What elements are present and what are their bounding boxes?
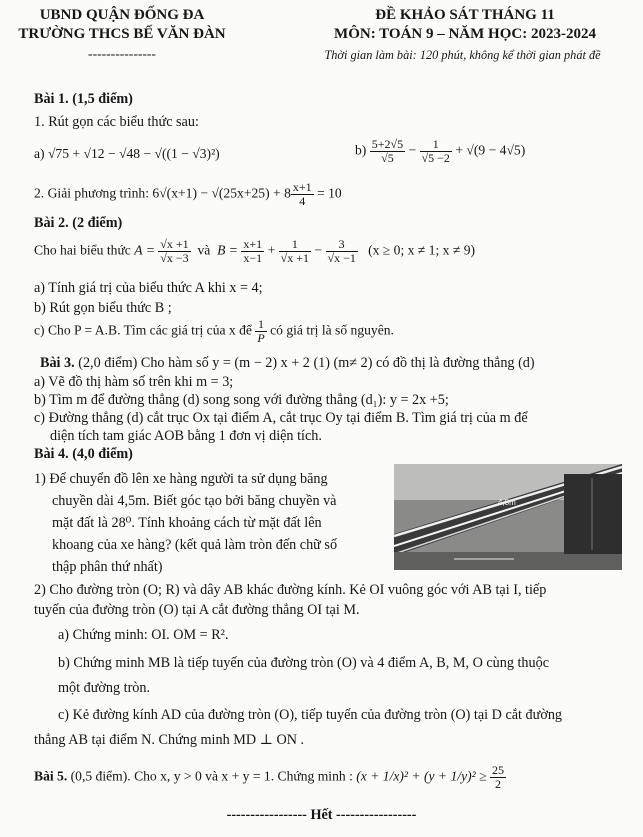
bai3-c2: diện tích tam giác AOB bằng 1 đơn vị diện tích. — [50, 428, 322, 444]
A-lhs: A = — [134, 242, 155, 258]
figure-length-label: 4,5m — [498, 498, 516, 507]
bai4-p2-line2: tuyến của đường tròn (O) tại A cắt đường thẳng OI tại M. — [34, 602, 360, 618]
frac-denominator: √x −3 — [160, 251, 189, 265]
bai4-c2: thẳng AB tại điểm N. Chứng minh MD ⊥ ON . — [34, 732, 305, 748]
bai2-c-pre: c) Cho P = A.B. Tìm các giá trị của x để — [34, 322, 252, 338]
bai4-b2: một đường tròn. — [58, 680, 151, 696]
frac-numerator: 3 — [326, 238, 358, 252]
bai3-line1 — [40, 354, 535, 372]
B-frac2 — [279, 238, 311, 265]
plus-sign: + — [267, 242, 276, 258]
bai1-q2-left: 6√(x+1) − √(25x+25) + 8 — [152, 185, 291, 201]
bai3-c1: c) Đường thẳng (d) cắt trục Ox tại điểm A, cắt trục Oy tại điểm B. Tìm giá trị của m để — [34, 410, 528, 426]
frac-numerator: 1 — [255, 318, 266, 332]
bai2-condition: (x ≥ 0; x ≠ 1; x ≠ 9) — [368, 242, 476, 258]
and-text: và — [197, 242, 211, 258]
bai1-q2-frac — [291, 181, 314, 208]
bai1-b-frac2 — [420, 138, 452, 165]
bai1-a — [34, 145, 220, 162]
frac-denominator: √5 — [381, 151, 394, 165]
frac-denominator: 2 — [494, 777, 501, 791]
bai1-q1: 1. Rút gọn các biểu thức sau: — [34, 114, 199, 130]
bai1-a-label: a) — [34, 146, 45, 161]
bai1-b-label: b) — [355, 142, 367, 158]
frac-denominator: √x −1 — [327, 251, 356, 265]
bai2-c-frac — [255, 318, 266, 345]
frac-denominator: x−1 — [243, 251, 263, 265]
school-name: TRƯỜNG THCS BẾ VĂN ĐÀN — [18, 26, 226, 42]
bai3-title: Bài 3. — [40, 355, 75, 371]
bai4-title: Bài 4. (4,0 điểm) — [34, 446, 133, 462]
bai4-p1-line2: chuyền dài 4,5m. Biết góc tạo bởi băng chuyền và — [52, 493, 337, 509]
bai3-a: a) Vẽ đồ thị hàm số trên khi m = 3; — [34, 374, 234, 390]
frac-numerator: 25 — [491, 763, 504, 777]
bai1-b-tail: + √(9 − 4√5) — [455, 142, 526, 158]
bai2-title — [34, 214, 122, 232]
bai4-p1-line5: thập phân thứ nhất) — [52, 559, 163, 575]
bai4-p1-line1: 1) Để chuyển đồ lên xe hàng người ta sử dụng băng — [34, 471, 328, 487]
bai4-c1: c) Kẻ đường kính AD của đường tròn (O), tiếp tuyến của đường tròn (O) tại D cắt đường — [58, 707, 563, 723]
subject-year: MÔN: TOÁN 9 – NĂM HỌC: 2023-2024 — [334, 26, 596, 42]
bai3-b: b) Tìm m để đường thẳng (d) song song với đường thẳng (d₁): y = 2x +5; — [34, 392, 449, 408]
frac-numerator: 5+2√5 — [371, 137, 404, 151]
B-lhs: B = — [217, 242, 238, 258]
frac-denominator: √x +1 — [280, 251, 310, 265]
A-frac — [158, 238, 190, 265]
bai2-intro-text: Cho hai biểu thức — [34, 242, 131, 258]
frac-numerator: 1 — [279, 238, 311, 252]
bai2-c-post: có giá trị là số nguyên. — [270, 322, 394, 338]
frac-denominator: 4 — [299, 194, 306, 208]
frac-denominator: √5 −2 — [421, 151, 450, 165]
conveyor-photo — [394, 464, 622, 570]
conveyor-figure — [394, 464, 622, 570]
bai4-a: a) Chứng minh: OI. OM = R². — [58, 627, 229, 643]
minus-sign: − — [408, 142, 417, 158]
bai5-text: (0,5 điểm). Cho x, y > 0 và x + y = 1. Chứng minh : — [70, 768, 353, 784]
bai1-q2-right: = 10 — [317, 185, 342, 201]
department-name: UBND QUẬN ĐỐNG ĐA — [39, 7, 205, 23]
bai5-title: Bài 5. — [34, 768, 68, 784]
bai4-p1-line4: khoang của xe hàng? (kết quả làm tròn đến chữ số — [52, 537, 338, 553]
bai2-c — [34, 318, 394, 345]
bai4-p2-line1: 2) Cho đường tròn (O; R) và dây AB khác đường kính. Kẻ OI vuông góc với AB tại I, tiếp — [34, 582, 547, 598]
bai2-a: a) Tính giá trị của biểu thức A khi x = 4; — [34, 280, 263, 296]
bai4-p1-line3: mặt đất là 28⁰. Tính khoảng cách từ mặt đất lên — [52, 515, 322, 531]
bai1-a-expr: √75 + √12 − √48 − √((1 − √3)²) — [47, 146, 220, 161]
bai1-b-frac1 — [370, 138, 405, 165]
exam-title: ĐỀ KHẢO SÁT THÁNG 11 — [375, 7, 555, 23]
bai5-line — [34, 764, 506, 791]
bai2-intro — [34, 238, 475, 265]
end-marker: ----------------- Hết ----------------- — [226, 807, 417, 823]
frac-denominator: P — [257, 331, 265, 345]
bai1-title: Bài 1. (1,5 điểm) — [34, 91, 133, 107]
B-frac3 — [326, 238, 358, 265]
bai1-q2 — [34, 181, 342, 208]
bai1-q2-label: 2. Giải phương trình: — [34, 185, 149, 201]
bai3-line1-rest: (2,0 điểm) Cho hàm số y = (m − 2) x + 2 (1) (m≠ 2) có đồ thị là đường thẳng (d) — [78, 355, 535, 371]
B-frac1 — [241, 238, 264, 265]
bai1-b — [355, 138, 525, 165]
bai5-frac — [490, 764, 506, 791]
bai5-inequality: (x + 1/x)² + (y + 1/y)² ≥ — [356, 768, 487, 784]
bai2-title-text: Bài 2. (2 điểm) — [34, 215, 123, 231]
bai2-b: b) Rút gọn biểu thức B ; — [34, 300, 172, 316]
frac-numerator: x+1 — [292, 180, 312, 194]
frac-numerator: 1 — [420, 138, 452, 152]
time-note: Thời gian làm bài: 120 phút, không kể thời gian phát đề — [324, 48, 601, 62]
frac-numerator: √x +1 — [160, 237, 189, 251]
minus-sign: − — [314, 242, 323, 258]
header-rule: --------------- — [88, 46, 156, 61]
frac-numerator: x+1 — [243, 237, 263, 251]
bai4-b1: b) Chứng minh MB là tiếp tuyến của đường tròn (O) và 4 điểm A, B, M, O cùng thuộc — [58, 655, 550, 671]
